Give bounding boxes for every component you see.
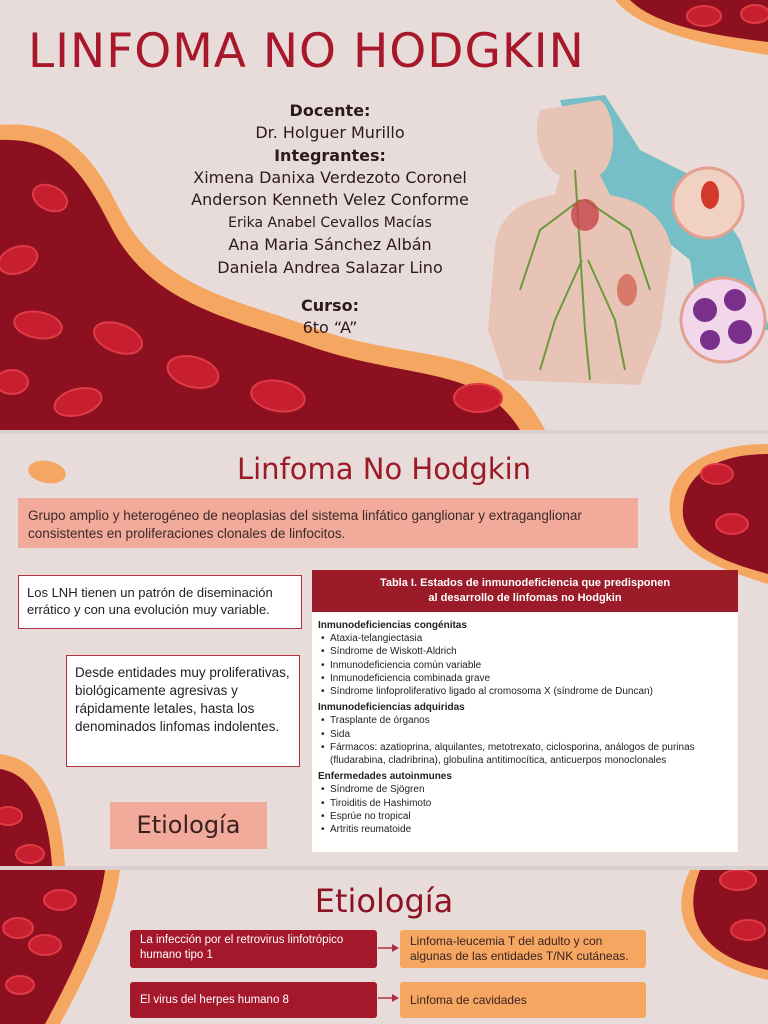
spread-pattern-box: Los LNH tienen un patrón de diseminación errático y con una evolución muy variable. (18, 575, 302, 629)
effect-box: Linfoma de cavidades (400, 982, 646, 1018)
section-title: Linfoma No Hodgkin (236, 452, 532, 486)
spectrum-box: Desde entidades muy proliferativas, biológicamente agresivas y rápidamente letales, hasta los denominados linfomas indolentes. (66, 655, 300, 767)
lymphatic-system-illustration (488, 95, 768, 385)
integrante-name: Anderson Kenneth Velez Conforme (191, 190, 469, 209)
table-item: • Inmunodeficiencia común variable (318, 659, 732, 672)
table-item: • Sida (318, 728, 732, 741)
table-item: • Fármacos: azatioprina, alquilantes, metotrexato, ciclosporina, análogos de purinas (fludarabina, cladribrina), globulina antitimocítica, anticuerpos monoclonales (318, 741, 732, 767)
integrante-name: Ximena Danixa Verdezoto Coronel (193, 167, 467, 187)
lnh-slide (0, 434, 768, 866)
table-item: • Síndrome de Wiskott-Aldrich (318, 645, 732, 658)
table-item: • Inmunodeficiencia combinada grave (318, 672, 732, 685)
etiologia-button[interactable]: Etiología (110, 802, 267, 849)
integrante-name: Ana Maria Sánchez Albán (228, 235, 432, 254)
immunodeficiency-table (312, 570, 738, 852)
integrantes-label: Integrantes: (274, 145, 386, 165)
curso-label: Curso: (301, 296, 359, 315)
table-header: Tabla I. Estados de inmunodeficiencia que predisponen al desarrollo de linfomas no Hodgkin (312, 570, 738, 612)
docente-name: Dr. Holguer Murillo (255, 123, 405, 142)
table-item: • Síndrome de Sjögren (318, 783, 732, 796)
table-body (312, 612, 738, 840)
integrante-name: Erika Anabel Cevallos Macías (228, 214, 432, 231)
title-slide (0, 0, 768, 430)
cause-box: El virus del herpes humano 8 (130, 982, 377, 1018)
table-item: • Tiroiditis de Hashimoto (318, 797, 732, 810)
definition-box: Grupo amplio y heterogéneo de neoplasias del sistema linfático ganglionar y extraganglionar consistentes en proliferaciones clonales de linfocitos. (18, 498, 638, 548)
credits-block (175, 100, 485, 340)
etiologia-slide (0, 870, 768, 1024)
effect-box: Linfoma-leucemia T del adulto y con algunas de las entidades T/NK cutáneas. (400, 930, 646, 968)
table-section-heading: Inmunodeficiencias congénitas (318, 620, 467, 631)
table-section-heading: Enfermedades autoinmunes (318, 771, 452, 783)
table-item: • Esprúe no tropical (318, 810, 732, 823)
main-title: LINFOMA NO HODGKIN (28, 24, 585, 79)
integrante-name: Daniela Andrea Salazar Lino (217, 257, 443, 277)
curso-value: 6to “A” (302, 318, 358, 337)
section-title: Etiología (314, 882, 454, 920)
table-item: • Trasplante de órganos (318, 714, 732, 727)
cause-box: La infección por el retrovirus linfotrópico humano tipo 1 (130, 930, 377, 968)
table-item: • Ataxia-telangiectasia (318, 632, 732, 645)
table-item: • Síndrome linfoproliferativo ligado al cromosoma X (síndrome de Duncan) (318, 685, 732, 698)
docente-label: Docente: (289, 101, 371, 120)
table-section-heading: Inmunodeficiencias adquiridas (318, 702, 465, 714)
table-item: • Artritis reumatoide (318, 823, 732, 836)
